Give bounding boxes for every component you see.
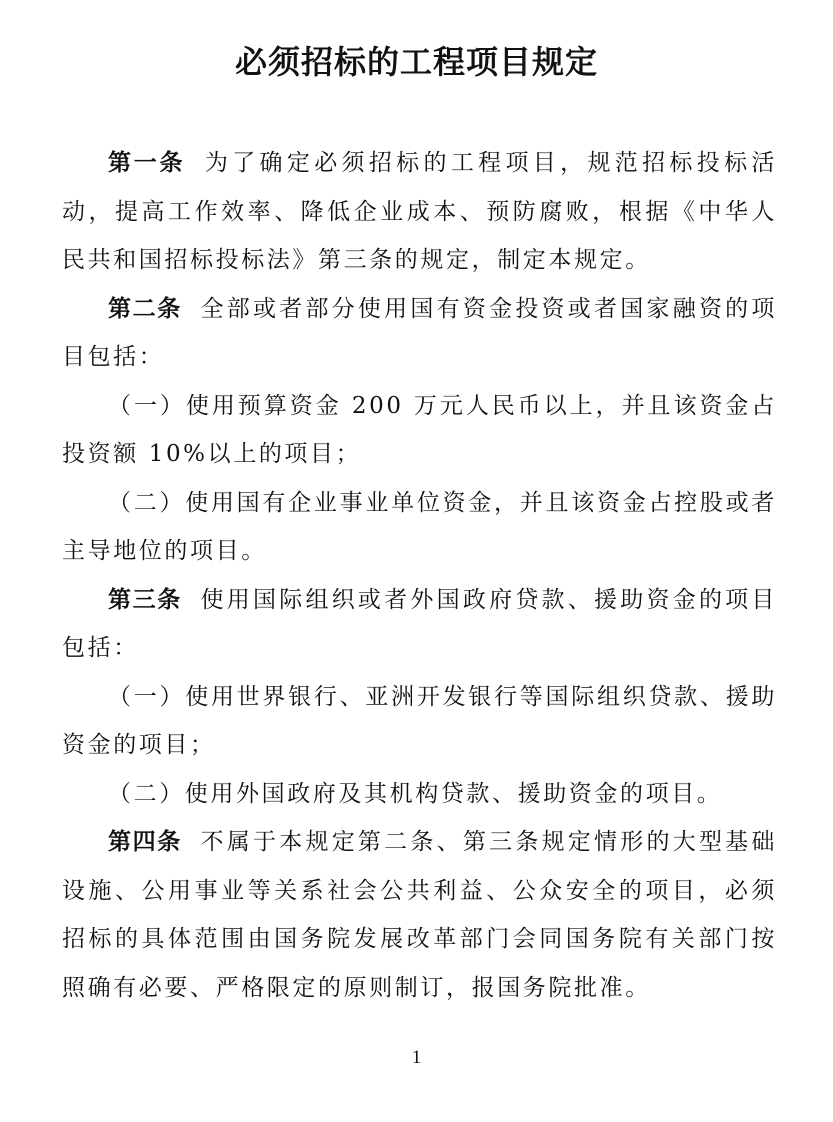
article-2 xyxy=(62,285,777,382)
article-2-item-2: （二）使用国有企业事业单位资金，并且该资金占控股或者主导地位的项目。 xyxy=(62,489,777,564)
article-4 xyxy=(62,818,777,1012)
document-body xyxy=(62,139,777,1012)
document-title: 必须招标的工程项目规定 xyxy=(234,43,598,81)
article-2-item-1: （一）使用预算资金 200 万元人民币以上，并且该资金占投资额 10%以上的项目； xyxy=(62,392,777,467)
article-text: 使用国际组织或者外国政府贷款、援助资金的项目包括： xyxy=(62,586,778,661)
article-1 xyxy=(62,139,777,285)
article-number: 第三条 xyxy=(108,586,182,613)
article-text: 全部或者部分使用国有资金投资或者国家融资的项目包括： xyxy=(62,295,778,370)
article-3-item-2: （二）使用外国政府及其机构贷款、援助资金的项目。 xyxy=(108,780,723,807)
article-3-item-1: （一）使用世界银行、亚洲开发银行等国际组织贷款、援助资金的项目； xyxy=(62,683,777,758)
article-text: 不属于本规定第二条、第三条规定情形的大型基础设施、公用事业等关系社会公共利益、公众安全的项目，必须招标的具体范围由国务院发展改革部门会同国务院有关部门按照确有必要、严格限定的原则制订，报国务院批准。 xyxy=(62,829,778,1001)
article-text: 为了确定必须招标的工程项目，规范招标投标活动，提高工作效率、降低企业成本、预防腐败，根据《中华人民共和国招标投标法》第三条的规定，制定本规定。 xyxy=(62,150,778,273)
article-number: 第一条 xyxy=(108,150,186,176)
page-number: 1 xyxy=(411,1047,422,1068)
article-3 xyxy=(62,576,777,673)
article-number: 第四条 xyxy=(108,829,182,855)
article-number: 第二条 xyxy=(108,295,182,322)
